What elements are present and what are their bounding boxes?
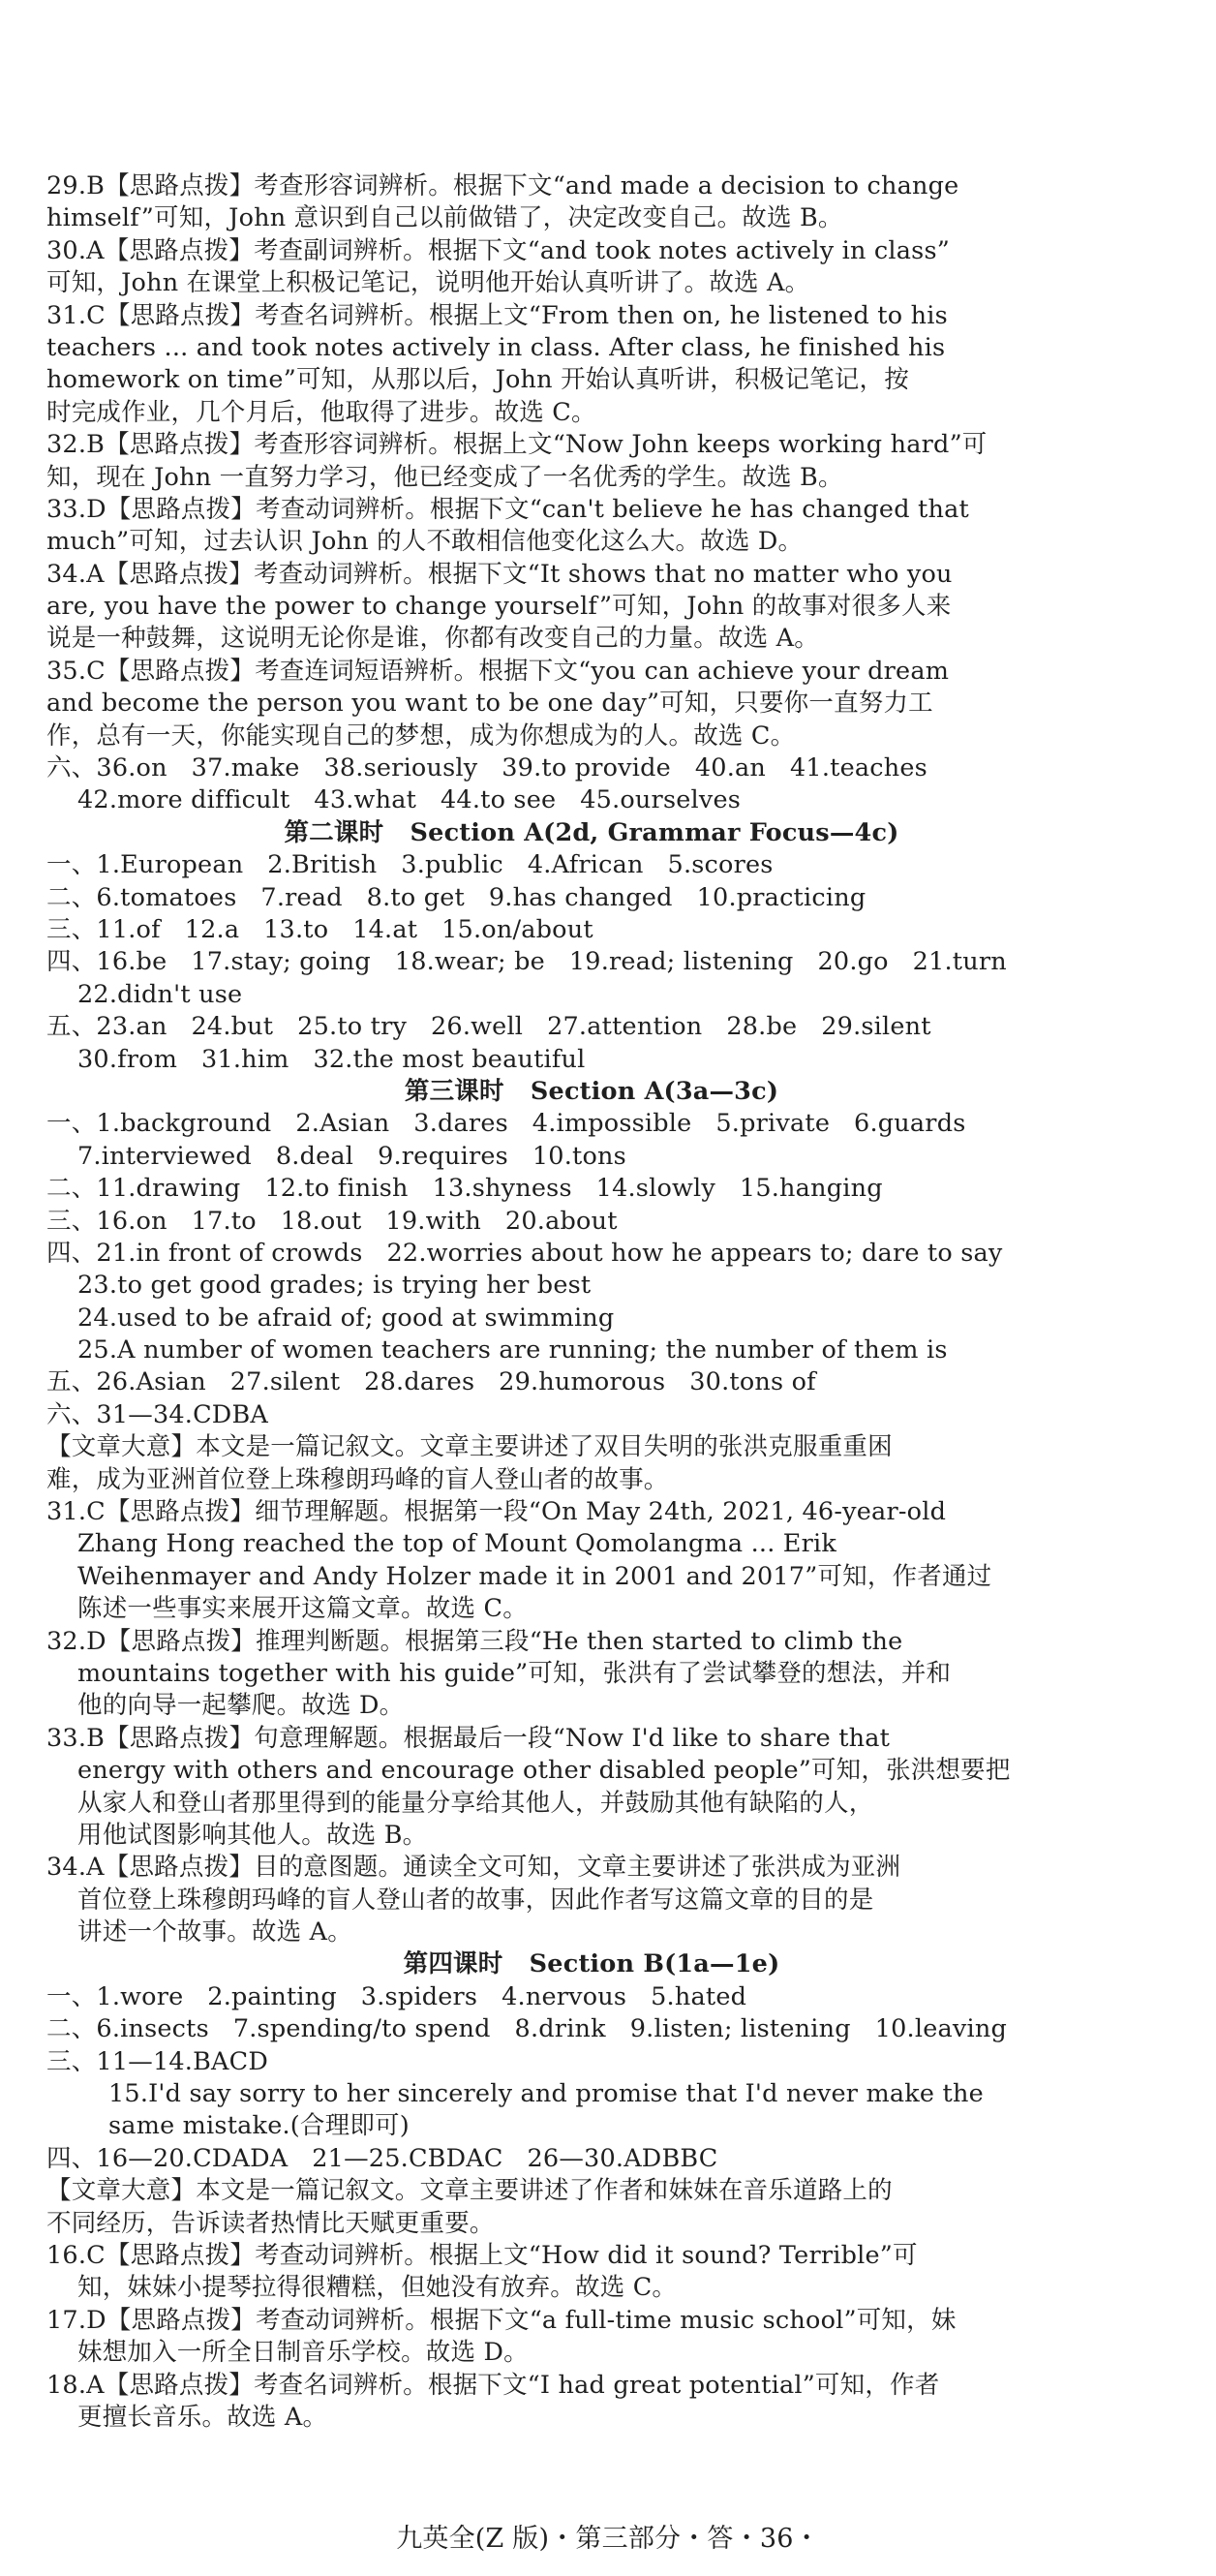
answer-line: 知，现在 John 一直努力学习，他已经变成了一名优秀的学生。故选 B。 [46, 462, 843, 492]
answer-line: homework on time”可知，从那以后，John 开始认真听讲，积极记笔记，按 [46, 365, 909, 395]
answer-line: himself”可知，John 意识到自己以前做错了，决定改变自己。故选 B。 [46, 203, 843, 233]
answer-line: 可知，John 在课堂上积极记笔记，说明他开始认真听讲了。故选 A。 [46, 268, 810, 298]
answer-line: 他的向导一起攀爬。故选 D。 [77, 1691, 405, 1721]
answer-line: 15.I'd say sorry to her sincerely and promise that I'd never make the [108, 2079, 984, 2109]
answer-line: same mistake.(合理即可) [108, 2111, 410, 2141]
answer-line: 34.A【思路点拨】考查动词辨析。根据下文“It shows that no matter who you [46, 559, 953, 589]
answer-line: 妹想加入一所全日制音乐学校。故选 D。 [77, 2338, 529, 2368]
answer-line: much”可知，过去认识 John 的人不敢相信他变化这么大。故选 D。 [46, 527, 804, 557]
answer-line: 【文章大意】本文是一篇记叙文。文章主要讲述了作者和妹妹在音乐道路上的 [46, 2176, 893, 2206]
answer-line: 用他试图影响其他人。故选 B。 [77, 1820, 428, 1850]
answer-line: 五、26.Asian 27.silent 28.dares 29.humorous 30.tons of [46, 1367, 816, 1397]
answer-line: 17.D【思路点拨】考查动词辨析。根据下文“a full-time music school”可知，妹 [46, 2305, 957, 2335]
answer-line: 难，成为亚洲首位登上珠穆朗玛峰的盲人登山者的故事。 [46, 1464, 669, 1494]
answer-line: 30.A【思路点拨】考查副词辨析。根据下文“and took notes actively in class” [46, 235, 950, 265]
answer-line: 四、21.in front of crowds 22.worries about how he appears to; dare to say [46, 1238, 1003, 1268]
answer-line: 23.to get good grades; is trying her best [77, 1271, 592, 1301]
answer-line: 六、36.on 37.make 38.seriously 39.to provide 40.an 41.teaches [46, 753, 927, 783]
answer-line: 33.B【思路点拨】句意理解题。根据最后一段“Now I'd like to share that [46, 1723, 891, 1753]
answer-line: energy with others and encourage other disabled people”可知，张洪想要把 [77, 1756, 1011, 1786]
section-heading: 第二课时 Section A(2d, Grammar Focus—4c) [284, 817, 899, 847]
answer-line: 35.C【思路点拨】考查连词短语辨析。根据下文“you can achieve your dream [46, 656, 950, 686]
answer-line: 一、1.wore 2.painting 3.spiders 4.nervous 5.hated [46, 1981, 747, 2011]
answer-line: 32.D【思路点拨】推理判断题。根据第三段“He then started to climb the [46, 1626, 903, 1656]
answer-line: 时完成作业，几个月后，他取得了进步。故选 C。 [46, 397, 596, 427]
answer-line: teachers ... and took notes actively in class. After class, he finished his [46, 332, 946, 362]
answer-line: 作，总有一天，你能实现自己的梦想，成为你想成为的人。故选 C。 [46, 721, 796, 751]
answer-line: 三、16.on 17.to 18.out 19.with 20.about [46, 1206, 618, 1236]
answer-line: 二、6.tomatoes 7.read 8.to get 9.has changed 10.practicing [46, 882, 866, 912]
answer-line: 讲述一个故事。故选 A。 [77, 1917, 352, 1947]
answer-line: 三、11—14.BACD [46, 2046, 269, 2076]
answer-line: mountains together with his guide”可知，张洪有了尝试攀登的想法，并和 [77, 1658, 952, 1688]
answer-content [46, 170, 1137, 2434]
answer-line: 陈述一些事实来展开这篇文章。故选 C。 [77, 1594, 528, 1624]
answer-line: 25.A number of women teachers are running; the number of them is [77, 1335, 948, 1365]
answer-line: 说是一种鼓舞，这说明无论你是谁，你都有改变自己的力量。故选 A。 [46, 624, 819, 654]
answer-line: 六、31—34.CDBA [46, 1399, 269, 1429]
answer-line: 18.A【思路点拨】考查名词辨析。根据下文“I had great potential”可知，作者 [46, 2370, 940, 2400]
answer-line: are, you have the power to change yourself”可知，John 的故事对很多人来 [46, 592, 952, 622]
answer-line: 三、11.of 12.a 13.to 14.at 15.on/about [46, 914, 593, 944]
answer-line: 一、1.European 2.British 3.public 4.African 5.scores [46, 850, 774, 880]
answer-line: 31.C【思路点拨】细节理解题。根据第一段“On May 24th, 2021, 46-year-old [46, 1497, 947, 1527]
answer-line: 二、11.drawing 12.to finish 13.shyness 14.slowly 15.hanging [46, 1174, 883, 1204]
answer-line: 一、1.background 2.Asian 3.dares 4.impossible 5.private 6.guards [46, 1109, 966, 1139]
answer-line: 22.didn't use [77, 979, 243, 1009]
answer-line: 30.from 31.him 32.the most beautiful [77, 1044, 586, 1074]
answer-line: 更擅长音乐。故选 A。 [77, 2402, 328, 2432]
answer-line: 从家人和登山者那里得到的能量分享给其他人，并鼓励其他有缺陷的人， [77, 1788, 874, 1818]
page-footer: 九英全(Z 版)・第三部分・答・36・ [396, 2524, 820, 2554]
answer-line: 【文章大意】本文是一篇记叙文。文章主要讲述了双目失明的张洪克服重重困 [46, 1432, 893, 1462]
answer-line: 24.used to be afraid of; good at swimming [77, 1303, 615, 1333]
answer-line: 33.D【思路点拨】考查动词辨析。根据下文“can't believe he has changed that [46, 494, 969, 524]
answer-line: 首位登上珠穆朗玛峰的盲人登山者的故事，因此作者写这篇文章的目的是 [77, 1885, 874, 1915]
answer-line: Weihenmayer and Andy Holzer made it in 2001 and 2017”可知，作者通过 [77, 1561, 992, 1591]
answer-line: 31.C【思路点拨】考查名词辨析。根据上文“From then on, he listened to his [46, 300, 948, 330]
answer-line: 四、16—20.CDADA 21—25.CBDAC 26—30.ADBBC [46, 2143, 718, 2173]
answer-line: 32.B【思路点拨】考查形容词辨析。根据上文“Now John keeps working hard”可 [46, 430, 988, 460]
answer-line: 16.C【思路点拨】考查动词辨析。根据上文“How did it sound? Terrible”可 [46, 2241, 918, 2270]
answer-line: 四、16.be 17.stay; going 18.wear; be 19.read; listening 20.go 21.turn [46, 947, 1007, 977]
answer-line: and become the person you want to be one day”可知，只要你一直努力工 [46, 689, 933, 719]
answer-line: 34.A【思路点拨】目的意图题。通读全文可知，文章主要讲述了张洪成为亚洲 [46, 1853, 901, 1883]
answer-line: 二、6.insects 7.spending/to spend 8.drink 9.listen; listening 10.leaving [46, 2014, 1008, 2044]
answer-line: 42.more difficult 43.what 44.to see 45.ourselves [77, 785, 742, 815]
answer-line: 五、23.an 24.but 25.to try 26.well 27.attention 28.be 29.silent [46, 1012, 931, 1042]
answer-line: 不同经历，告诉读者热情比天赋更重要。 [46, 2208, 495, 2238]
answer-line: 知，妹妹小提琴拉得很糟糕，但她没有放弃。故选 C。 [77, 2273, 678, 2303]
answer-line: 7.interviewed 8.deal 9.requires 10.tons [77, 1141, 626, 1171]
section-heading: 第三课时 Section A(3a—3c) [404, 1076, 779, 1106]
answer-line: 29.B【思路点拨】考查形容词辨析。根据下文“and made a decision to change [46, 171, 959, 200]
section-heading: 第四课时 Section B(1a—1e) [403, 1949, 780, 1979]
answer-line: Zhang Hong reached the top of Mount Qomolangma ... Erik [77, 1529, 837, 1559]
